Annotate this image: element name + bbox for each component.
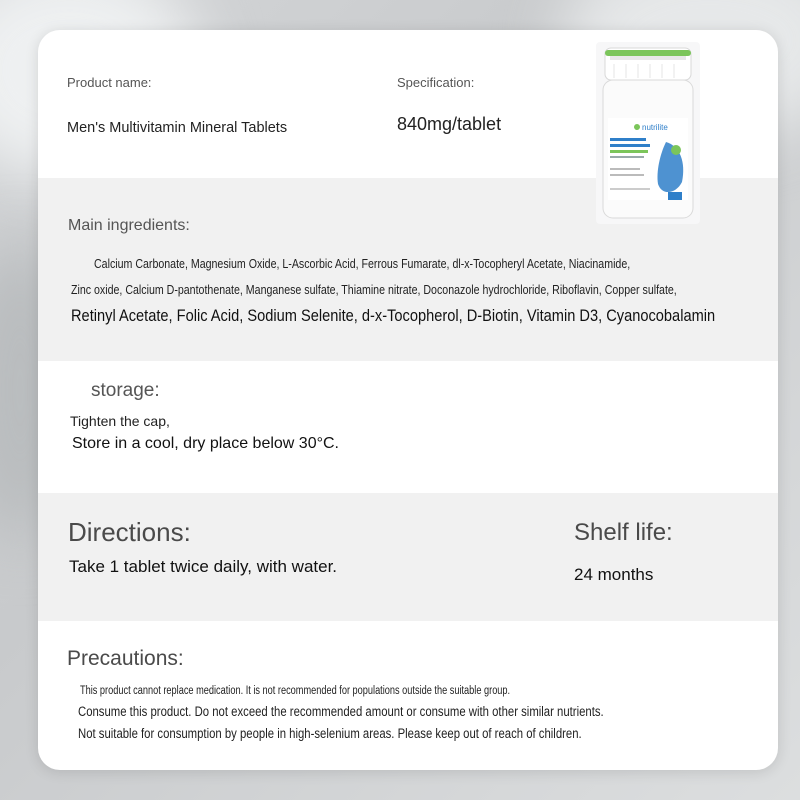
- specification-label: Specification:: [397, 75, 475, 90]
- shelf-life-label: Shelf life:: [574, 519, 673, 546]
- ingredients-line-1: Calcium Carbonate, Magnesium Oxide, L-Ascorbic Acid, Ferrous Fumarate, dl-x-Tocopheryl Acetate, Niacinamide,: [94, 257, 631, 271]
- storage-label: storage:: [91, 380, 160, 401]
- ingredients-line-3: Retinyl Acetate, Folic Acid, Sodium Selenite, d-x-Tocopherol, D-Biotin, Vitamin D3, Cyanocobalamin: [71, 306, 716, 325]
- ingredients-label: Main ingredients:: [68, 217, 190, 234]
- storage-line-1: Tighten the cap,: [70, 413, 170, 429]
- product-name-value: Men's Multivitamin Mineral Tablets: [67, 120, 288, 136]
- ingredients-line-3-wrap: [71, 306, 778, 326]
- ingredients-line-2: Zinc oxide, Calcium D-pantothenate, Manganese sulfate, Thiamine nitrate, Doconazole hydrochloride, Riboflavin, Copper sulfate,: [71, 283, 677, 297]
- ingredients-line-2-wrap: [71, 281, 778, 299]
- precautions-line-3: Not suitable for consumption by people in high-selenium areas. Please keep out of reach of children.: [78, 726, 582, 741]
- directions-value: Take 1 tablet twice daily, with water.: [69, 557, 338, 576]
- precautions-label: Precautions:: [67, 647, 184, 670]
- precautions-line-2: Consume this product. Do not exceed the recommended amount or consume with other similar nutrients.: [78, 704, 604, 719]
- precautions-line-1-wrap: [80, 681, 618, 699]
- shelf-life-value: 24 months: [574, 565, 654, 584]
- product-name-label: Product name:: [67, 75, 152, 90]
- product-bottle-image: [596, 42, 700, 224]
- storage-line-2: Store in a cool, dry place below 30°C.: [72, 435, 339, 452]
- ingredients-line-1-wrap: [94, 255, 725, 273]
- precautions-line-1: This product cannot replace medication. It is not recommended for populations outside the suitable group.: [80, 685, 511, 697]
- specification-value: 840mg/tablet: [397, 114, 502, 134]
- precautions-line-3-wrap: [78, 725, 678, 743]
- bottle-illustration: [596, 42, 700, 224]
- bottle-brand-text: nutrilite: [642, 123, 668, 132]
- product-info-card: [38, 30, 778, 770]
- directions-label: Directions:: [68, 517, 191, 547]
- precautions-line-2-wrap: [78, 703, 704, 721]
